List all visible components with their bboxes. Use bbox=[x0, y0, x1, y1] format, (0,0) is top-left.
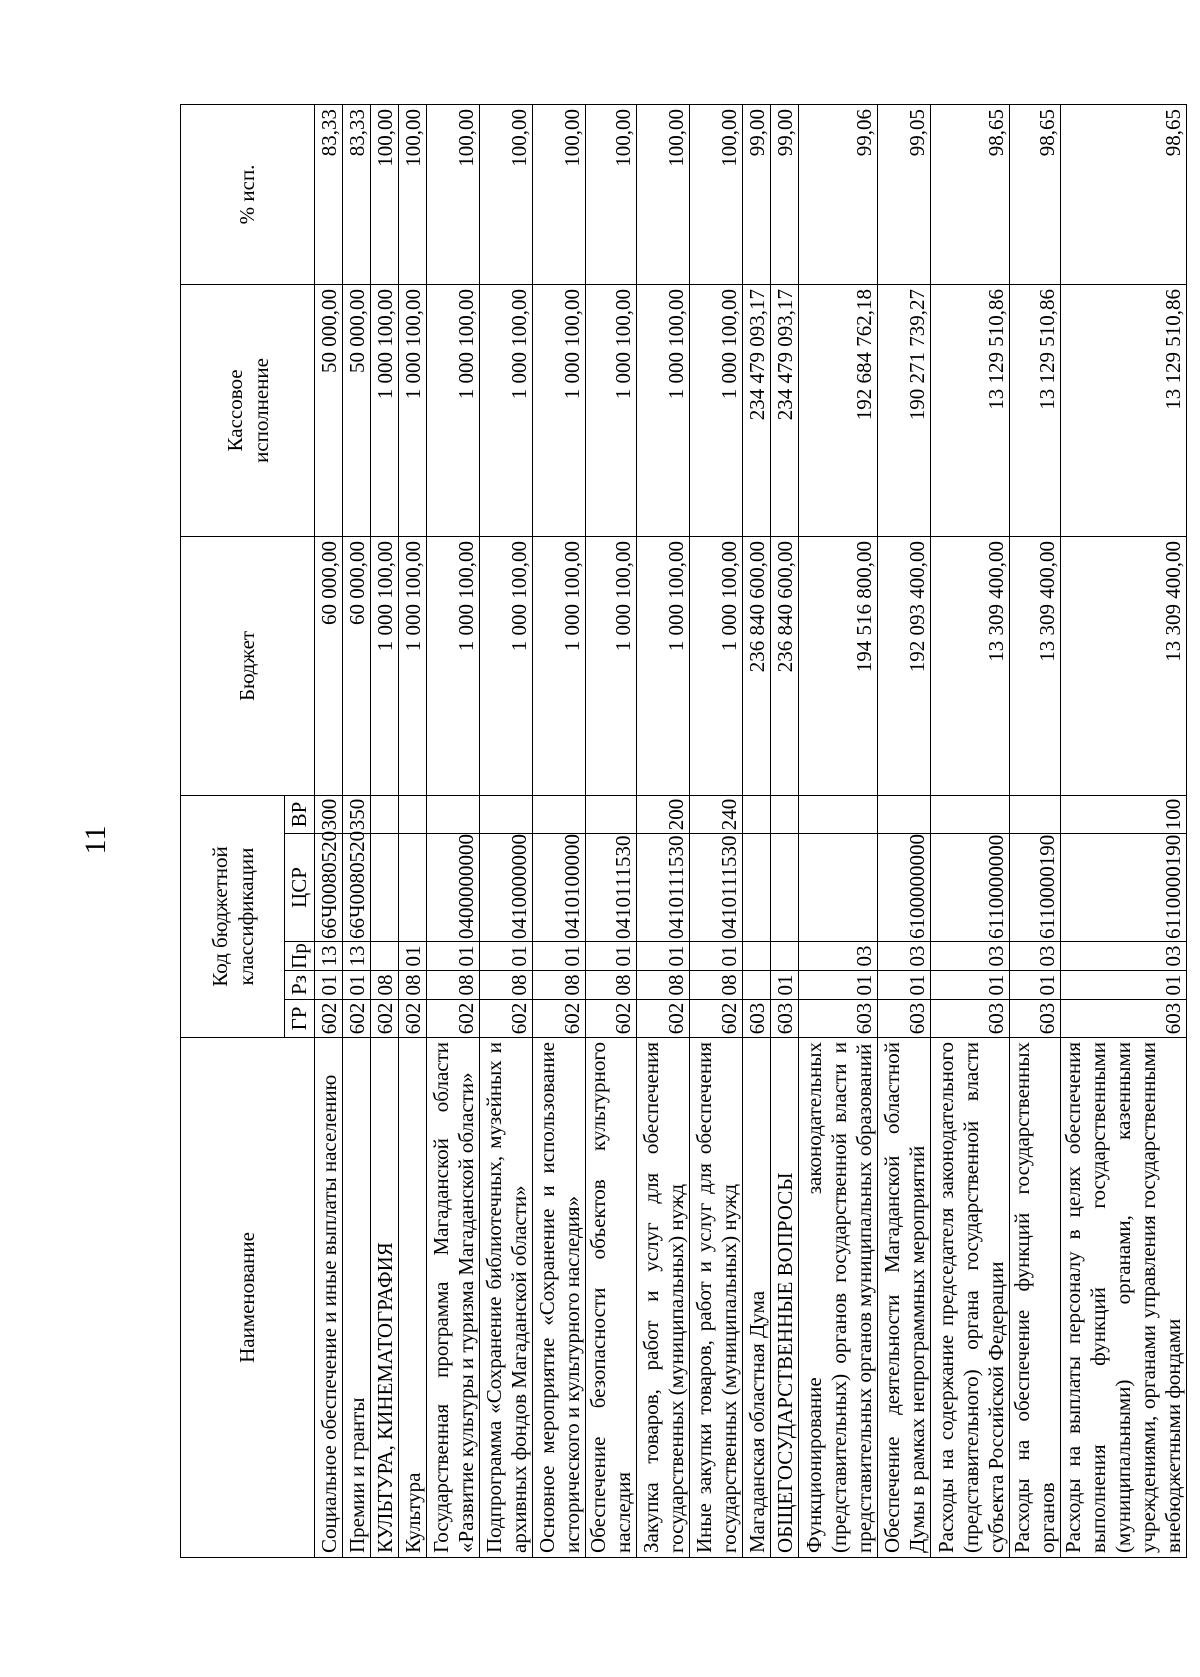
row-csr bbox=[371, 834, 399, 942]
row-rz: 08 bbox=[399, 971, 427, 1000]
row-rz: 08 bbox=[586, 971, 637, 1000]
table-row bbox=[315, 104, 343, 1557]
row-pr bbox=[743, 942, 771, 971]
table-row bbox=[586, 104, 637, 1557]
row-vr bbox=[586, 795, 637, 833]
row-vr bbox=[480, 795, 533, 833]
row-pr: 03 bbox=[1061, 942, 1187, 971]
row-name: Обеспечение деятельности Магаданской областной Думы в рамках непрограммных мероприятий bbox=[878, 1038, 931, 1558]
row-name: Расходы на обеспечение функций государственных органов bbox=[1010, 1038, 1061, 1558]
row-budget: 1 000 100,00 bbox=[399, 536, 427, 795]
row-budget: 1 000 100,00 bbox=[586, 536, 637, 795]
row-vr bbox=[533, 795, 586, 833]
row-csr: 0410100000 bbox=[533, 834, 586, 942]
row-vr bbox=[931, 795, 1010, 833]
table-header bbox=[181, 104, 315, 1557]
row-cash: 190 271 739,27 bbox=[878, 284, 931, 536]
table-row bbox=[371, 104, 399, 1557]
row-name: Расходы на содержание председателя законодательного (представительного) органа государственной власти субъекта Российской Федерации bbox=[931, 1038, 1010, 1558]
table-row bbox=[637, 104, 690, 1557]
row-name: Иные закупки товаров, работ и услуг для обеспечения государственных (муниципальных) нужд bbox=[690, 1038, 743, 1558]
row-pr: 13 bbox=[315, 942, 343, 971]
row-rz: 01 bbox=[1061, 971, 1187, 1000]
row-rz: 08 bbox=[427, 971, 480, 1000]
row-pct: 98,65 bbox=[1061, 104, 1187, 284]
row-gr: 603 bbox=[771, 1000, 799, 1038]
row-vr bbox=[743, 795, 771, 833]
row-pr: 01 bbox=[690, 942, 743, 971]
row-pct: 99,06 bbox=[799, 104, 878, 284]
row-gr: 602 bbox=[586, 1000, 637, 1038]
row-pr: 03 bbox=[1010, 942, 1061, 971]
row-budget: 13 309 400,00 bbox=[1010, 536, 1061, 795]
row-pct: 98,65 bbox=[1010, 104, 1061, 284]
row-cash: 13 129 510,86 bbox=[931, 284, 1010, 536]
row-pr bbox=[371, 942, 399, 971]
row-name: Обеспечение безопасности объектов культурного наследия bbox=[586, 1038, 637, 1558]
row-csr bbox=[799, 834, 878, 942]
row-pr: 03 bbox=[878, 942, 931, 971]
row-gr: 603 bbox=[1061, 1000, 1187, 1038]
row-csr bbox=[399, 834, 427, 942]
table-row bbox=[427, 104, 480, 1557]
row-csr bbox=[771, 834, 799, 942]
row-gr: 603 bbox=[1010, 1000, 1061, 1038]
row-rz: 01 bbox=[771, 971, 799, 1000]
table-row bbox=[399, 104, 427, 1557]
row-cash: 1 000 100,00 bbox=[371, 284, 399, 536]
row-vr bbox=[878, 795, 931, 833]
row-rz: 01 bbox=[1010, 971, 1061, 1000]
row-cash: 234 479 093,17 bbox=[771, 284, 799, 536]
row-name: Функционирование законодательных (представительных) органов государственной власти и представительных органов муниципальных образований bbox=[799, 1038, 878, 1558]
row-csr: 0410111530 bbox=[690, 834, 743, 942]
row-pct: 99,05 bbox=[878, 104, 931, 284]
row-cash: 192 684 762,18 bbox=[799, 284, 878, 536]
table-body bbox=[315, 104, 1187, 1557]
row-gr: 602 bbox=[371, 1000, 399, 1038]
header-pct: % исп. bbox=[181, 104, 315, 284]
row-vr: 100 bbox=[1061, 795, 1187, 833]
row-cash: 13 129 510,86 bbox=[1010, 284, 1061, 536]
row-gr: 602 bbox=[690, 1000, 743, 1038]
row-pct: 83,33 bbox=[315, 104, 343, 284]
row-rz: 01 bbox=[315, 971, 343, 1000]
budget-table bbox=[180, 104, 1187, 1558]
row-pr: 01 bbox=[533, 942, 586, 971]
table-row bbox=[533, 104, 586, 1557]
row-cash: 1 000 100,00 bbox=[586, 284, 637, 536]
row-rz: 08 bbox=[371, 971, 399, 1000]
header-vr: ВР bbox=[285, 795, 315, 833]
row-name: Социальное обеспечение и иные выплаты населению bbox=[315, 1038, 343, 1558]
row-pct: 98,65 bbox=[931, 104, 1010, 284]
row-budget: 236 840 600,00 bbox=[771, 536, 799, 795]
header-budget: Бюджет bbox=[181, 536, 315, 795]
row-rz: 01 bbox=[799, 971, 878, 1000]
row-budget: 236 840 600,00 bbox=[743, 536, 771, 795]
row-pct: 99,00 bbox=[771, 104, 799, 284]
table-row bbox=[771, 104, 799, 1557]
row-name: ОБЩЕГОСУДАРСТВЕННЫЕ ВОПРОСЫ bbox=[771, 1038, 799, 1558]
table-row bbox=[799, 104, 878, 1557]
row-pr: 01 bbox=[586, 942, 637, 971]
row-pct: 100,00 bbox=[480, 104, 533, 284]
row-csr: 0410111530 bbox=[637, 834, 690, 942]
table-row bbox=[1061, 104, 1187, 1557]
row-pct: 100,00 bbox=[637, 104, 690, 284]
row-csr: 0410000000 bbox=[480, 834, 533, 942]
row-vr: 300 bbox=[315, 795, 343, 833]
row-budget: 13 309 400,00 bbox=[1061, 536, 1187, 795]
row-csr: 6100000000 bbox=[878, 834, 931, 942]
row-vr: 240 bbox=[690, 795, 743, 833]
row-rz: 01 bbox=[931, 971, 1010, 1000]
row-name: Премии и гранты bbox=[343, 1038, 371, 1558]
row-csr: 6110000190 bbox=[1010, 834, 1061, 942]
header-csr: ЦСР bbox=[285, 834, 315, 942]
row-cash: 50 000,00 bbox=[343, 284, 371, 536]
row-pr: 01 bbox=[427, 942, 480, 971]
row-rz: 08 bbox=[690, 971, 743, 1000]
row-name: КУЛЬТУРА, КИНЕМАТОГРАФИЯ bbox=[371, 1038, 399, 1558]
row-pct: 83,33 bbox=[343, 104, 371, 284]
row-vr: 350 bbox=[343, 795, 371, 833]
row-vr bbox=[1010, 795, 1061, 833]
row-pct: 100,00 bbox=[399, 104, 427, 284]
row-rz: 01 bbox=[343, 971, 371, 1000]
row-budget: 60 000,00 bbox=[315, 536, 343, 795]
row-cash: 1 000 100,00 bbox=[427, 284, 480, 536]
row-budget: 1 000 100,00 bbox=[480, 536, 533, 795]
row-cash: 1 000 100,00 bbox=[399, 284, 427, 536]
row-rz bbox=[743, 971, 771, 1000]
row-pr: 01 bbox=[480, 942, 533, 971]
table-row bbox=[878, 104, 931, 1557]
row-budget: 192 093 400,00 bbox=[878, 536, 931, 795]
row-pr: 13 bbox=[343, 942, 371, 971]
row-name: Государственная программа Магаданской области «Развитие культуры и туризма Магаданской области» bbox=[427, 1038, 480, 1558]
row-name: Культура bbox=[399, 1038, 427, 1558]
row-vr bbox=[771, 795, 799, 833]
row-budget: 1 000 100,00 bbox=[427, 536, 480, 795]
row-cash: 50 000,00 bbox=[315, 284, 343, 536]
row-budget: 1 000 100,00 bbox=[371, 536, 399, 795]
row-pr: 03 bbox=[799, 942, 878, 971]
row-pct: 100,00 bbox=[371, 104, 399, 284]
table-row bbox=[931, 104, 1010, 1557]
table-row bbox=[343, 104, 371, 1557]
row-rz: 08 bbox=[637, 971, 690, 1000]
row-pct: 100,00 bbox=[690, 104, 743, 284]
row-cash: 234 479 093,17 bbox=[743, 284, 771, 536]
row-gr: 602 bbox=[533, 1000, 586, 1038]
row-pr: 03 bbox=[931, 942, 1010, 971]
row-pct: 99,00 bbox=[743, 104, 771, 284]
row-vr bbox=[399, 795, 427, 833]
row-cash: 1 000 100,00 bbox=[690, 284, 743, 536]
table-row bbox=[690, 104, 743, 1557]
row-budget: 13 309 400,00 bbox=[931, 536, 1010, 795]
row-vr: 200 bbox=[637, 795, 690, 833]
row-pr: 01 bbox=[399, 942, 427, 971]
row-budget: 60 000,00 bbox=[343, 536, 371, 795]
row-vr bbox=[427, 795, 480, 833]
row-gr: 602 bbox=[480, 1000, 533, 1038]
table-row bbox=[480, 104, 533, 1557]
row-gr: 602 bbox=[399, 1000, 427, 1038]
row-gr: 602 bbox=[637, 1000, 690, 1038]
row-gr: 602 bbox=[343, 1000, 371, 1038]
row-budget: 194 516 800,00 bbox=[799, 536, 878, 795]
row-pct: 100,00 bbox=[533, 104, 586, 284]
row-budget: 1 000 100,00 bbox=[533, 536, 586, 795]
row-name: Подпрограмма «Сохранение библиотечных, музейных и архивных фондов Магаданской области» bbox=[480, 1038, 533, 1558]
row-cash: 1 000 100,00 bbox=[637, 284, 690, 536]
row-budget: 1 000 100,00 bbox=[637, 536, 690, 795]
table-row bbox=[743, 104, 771, 1557]
row-pct: 100,00 bbox=[427, 104, 480, 284]
row-gr: 602 bbox=[427, 1000, 480, 1038]
row-csr: 0410111530 bbox=[586, 834, 637, 942]
row-pr: 01 bbox=[637, 942, 690, 971]
row-rz: 01 bbox=[878, 971, 931, 1000]
header-gr: ГР bbox=[285, 1000, 315, 1038]
table-row bbox=[1010, 104, 1061, 1557]
row-gr: 603 bbox=[931, 1000, 1010, 1038]
row-pr bbox=[771, 942, 799, 971]
row-gr: 603 bbox=[799, 1000, 878, 1038]
row-csr: 0400000000 bbox=[427, 834, 480, 942]
header-name: Наименование bbox=[181, 1038, 315, 1558]
row-csr: 6110000000 bbox=[931, 834, 1010, 942]
row-name: Магаданская областная Дума bbox=[743, 1038, 771, 1558]
header-rz: Рз bbox=[285, 971, 315, 1000]
row-cash: 13 129 510,86 bbox=[1061, 284, 1187, 536]
row-budget: 1 000 100,00 bbox=[690, 536, 743, 795]
row-cash: 1 000 100,00 bbox=[480, 284, 533, 536]
row-cash: 1 000 100,00 bbox=[533, 284, 586, 536]
row-name: Основное мероприятие «Сохранение и использование исторического и культурного наследия» bbox=[533, 1038, 586, 1558]
row-csr bbox=[743, 834, 771, 942]
header-cash: Кассовое исполнение bbox=[181, 284, 315, 536]
row-gr: 603 bbox=[878, 1000, 931, 1038]
page-number: 11 bbox=[79, 825, 112, 855]
row-name: Расходы на выплаты персоналу в целях обеспечения выполнения функций государственными (муниципальными) органами, казенными учреждениями, органами управления государственными внебюджетными фондами bbox=[1061, 1038, 1187, 1558]
row-csr: 6110000190 bbox=[1061, 834, 1187, 942]
row-csr: 66Ч0080520 bbox=[343, 834, 371, 942]
row-gr: 603 bbox=[743, 1000, 771, 1038]
row-vr bbox=[799, 795, 878, 833]
header-pr: Пр bbox=[285, 942, 315, 971]
header-code-group: Код бюджетной классификации bbox=[181, 795, 285, 1037]
row-pct: 100,00 bbox=[586, 104, 637, 284]
row-rz: 08 bbox=[480, 971, 533, 1000]
row-name: Закупка товаров, работ и услуг для обеспечения государственных (муниципальных) нужд bbox=[637, 1038, 690, 1558]
row-csr: 66Ч0080520 bbox=[315, 834, 343, 942]
rotated-page-content bbox=[180, 105, 1185, 1558]
row-rz: 08 bbox=[533, 971, 586, 1000]
row-vr bbox=[371, 795, 399, 833]
row-gr: 602 bbox=[315, 1000, 343, 1038]
